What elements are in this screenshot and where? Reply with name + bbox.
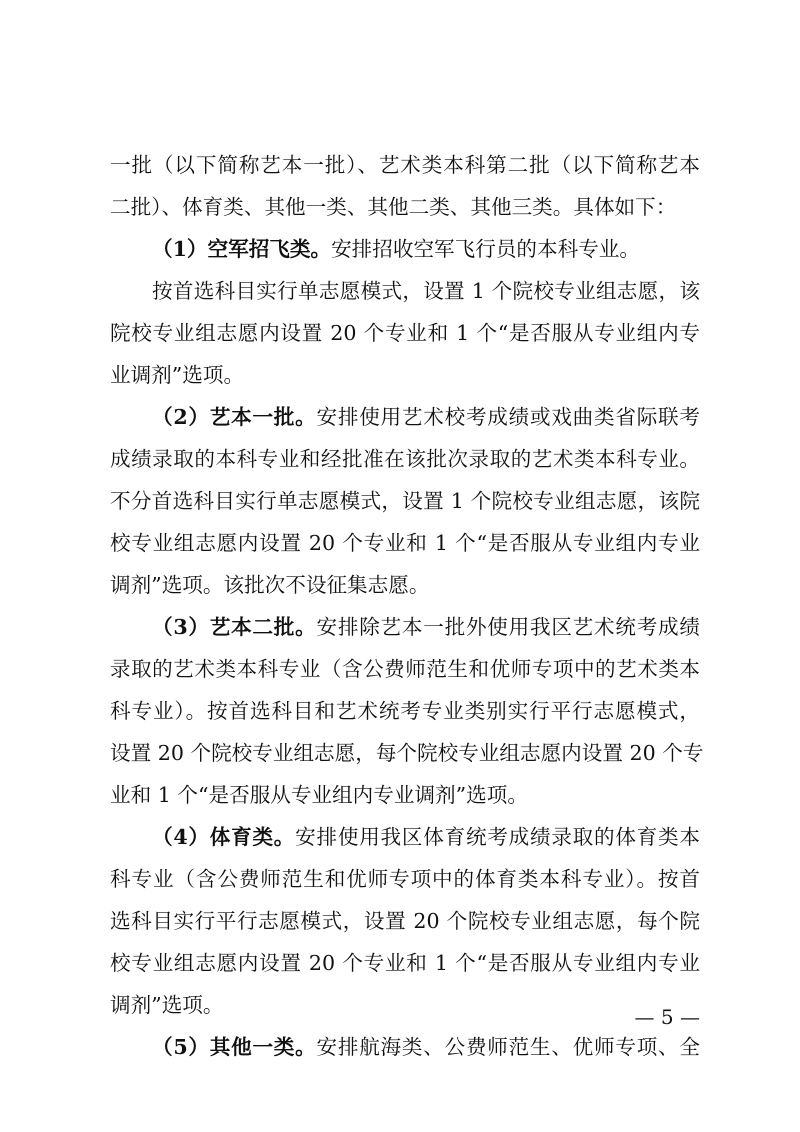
paragraph-line: 业调剂”选项。 [110, 363, 245, 387]
paragraph-line: 二批）、体育类、其他一类、其他二类、其他三类。具体如下： [110, 195, 677, 219]
paragraph-line: 选科目实行平行志愿模式，设置 20 个院校专业组志愿，每个院 [110, 909, 700, 933]
paragraph-line: 科专业（含公费师范生和优师专项中的体育类本科专业）。按首 [110, 867, 700, 891]
paragraph-line: 院校专业组志愿内设置 20 个专业和 1 个“是否服从专业组内专 [110, 321, 700, 345]
paragraph-line: 一批（以下简称艺本一批）、艺术类本科第二批（以下简称艺本 [110, 153, 700, 177]
section-text: 安排除艺本一批外使用我区艺术统考成绩 [316, 615, 700, 639]
section-text: 安排航海类、公费师范生、优师专项、全 [316, 1035, 700, 1059]
paragraph-line: 校专业组志愿内设置 20 个专业和 1 个“是否服从专业组内专业 [110, 951, 700, 975]
paragraph-line: 按首选科目实行单志愿模式，设置 1 个院校专业组志愿，该 [152, 279, 700, 303]
section-heading-line [152, 396, 700, 438]
section-heading-line [152, 606, 700, 648]
section-heading-line [152, 228, 700, 270]
paragraph-line: 业和 1 个“是否服从专业组内专业调剂”选项。 [110, 783, 528, 807]
paragraph-line: 科专业）。按首选科目和艺术统考专业类别实行平行志愿模式， [110, 699, 700, 723]
paragraph-line: 成绩录取的本科专业和经批准在该批次录取的艺术类本科专业。 [110, 447, 700, 471]
section-text: 安排使用我区体育统考成绩录取的体育类本 [295, 825, 700, 849]
paragraph-line: 不分首选科目实行单志愿模式，设置 1 个院校专业组志愿，该院 [110, 489, 700, 513]
paragraph-line: 校专业组志愿内设置 20 个专业和 1 个“是否服从专业组内专业 [110, 531, 700, 555]
section-heading: （1）空军招飞类。 [152, 237, 332, 261]
paragraph-line: 调剂”选项。 [110, 993, 224, 1017]
section-heading-line [152, 1026, 700, 1068]
paragraph-line: 调剂”选项。该批次不设征集志愿。 [110, 573, 430, 597]
paragraph-line: 录取的艺术类本科专业（含公费师范生和优师专项中的艺术类本 [110, 657, 700, 681]
page-number: — 5 — [634, 1005, 700, 1029]
section-heading: （4）体育类。 [152, 825, 296, 849]
section-heading: （3）艺本二批。 [152, 615, 317, 639]
section-text: 安排招收空军飞行员的本科专业。 [331, 237, 640, 261]
section-heading: （5）其他一类。 [152, 1035, 317, 1059]
section-heading-line [152, 816, 700, 858]
section-heading: （2）艺本一批。 [152, 405, 317, 429]
section-text: 安排使用艺术校考成绩或戏曲类省际联考 [316, 405, 700, 429]
paragraph-line: 设置 20 个院校专业组志愿，每个院校专业组志愿内设置 20 个专 [110, 741, 704, 765]
